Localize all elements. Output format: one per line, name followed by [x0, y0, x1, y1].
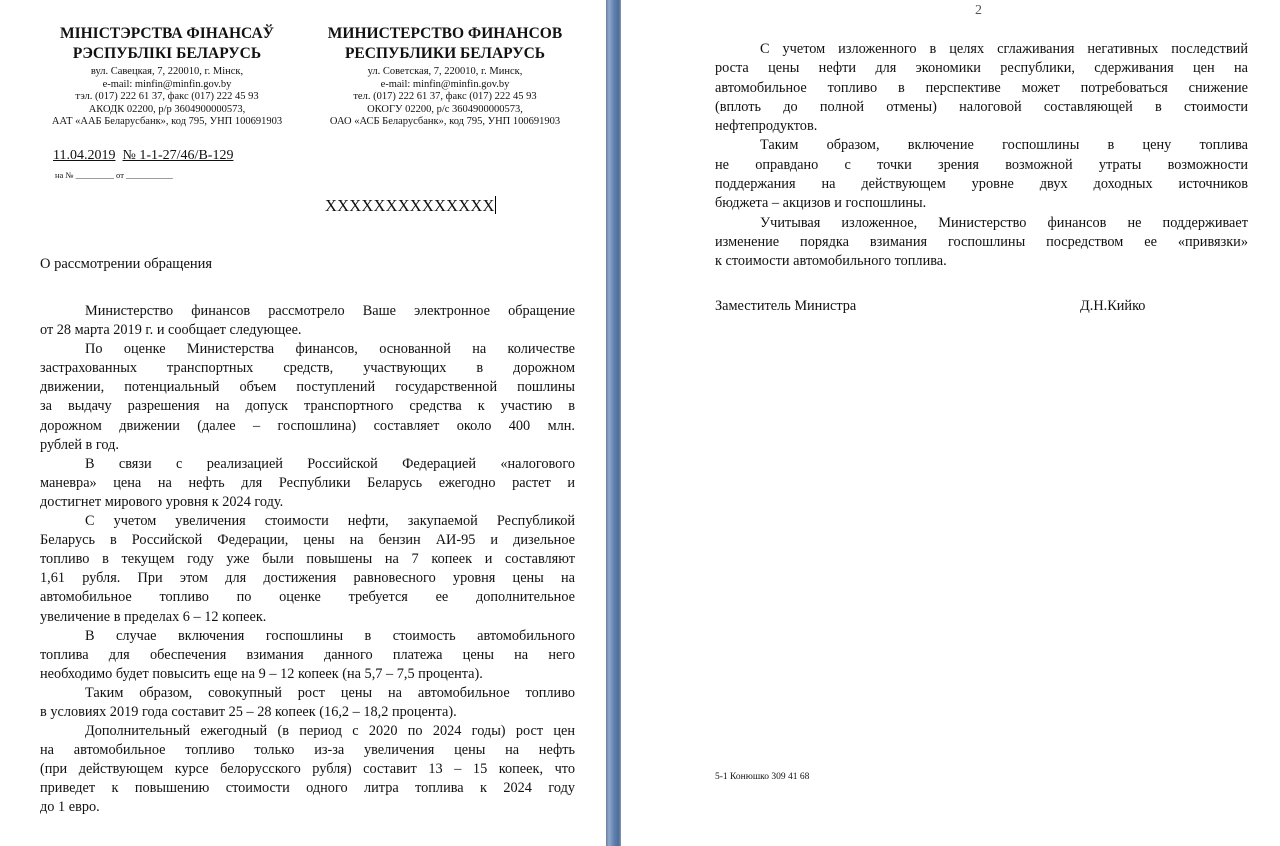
text-line: Учитывая изложенное, Министерство финансов не поддерживает — [760, 214, 1248, 231]
text-line: поддержания на действующем уровне двух доходных источников — [715, 176, 1248, 193]
ministry-title-by-1: МІНІСТЭРСТВА ФІНАНСАЎ — [59, 25, 275, 42]
phone-line: тел. (017) 222 61 37, факс (017) 222 45 93 — [353, 91, 537, 103]
text-line: рублей в год. — [40, 436, 119, 453]
paragraph — [715, 136, 1248, 213]
email-line: e-mail: minfin@minfin.gov.by — [380, 78, 510, 90]
address-line: ул. Советская, 7, 220010, г. Минск, — [367, 66, 523, 77]
signature-name: Д.Н.Кийко — [1080, 298, 1146, 314]
ministry-title-ru-1: МИНИСТЕРСТВО ФИНАНСОВ — [327, 25, 563, 42]
address-line: вул. Савецкая, 7, 220010, г. Мінск, — [90, 66, 244, 77]
text-cursor — [495, 196, 496, 214]
text-line: необходимо будет повысить еще на 9 – 12 копеек (на 5,7 – 7,5 процента). — [40, 665, 483, 682]
document-number: № 1-1-27/46/В-129 — [122, 148, 234, 163]
document-date: 11.04.2019 — [53, 148, 116, 163]
text-line: маневра» цена на нефть для Республики Беларусь ежегодно растет и — [40, 474, 575, 491]
text-line: к стоимости автомобильного топлива. — [715, 253, 947, 270]
footer-note: 5-1 Конюшко 309 41 68 — [715, 772, 810, 782]
text-line: По оценке Министерства финансов, основанной на количестве — [85, 341, 575, 358]
signature-position: Заместитель Министра — [715, 298, 857, 314]
text-line: роста цены нефти для экономики республики, сдерживания цен на — [715, 60, 1248, 77]
paragraph — [40, 684, 575, 722]
text-line: бюджета – акцизов и госпошлины. — [715, 195, 927, 212]
email-line: e-mail: minfin@minfin.gov.by — [102, 78, 232, 90]
bank-line: ОАО «АСБ Беларусбанк», код 795, УНП 100691903 — [329, 116, 561, 128]
text-line: движении, потенциальный объем поступлений государственной пошлины — [40, 379, 575, 396]
text-line: Таким образом, включение госпошлины в цену топлива — [760, 137, 1248, 154]
text-line: 1,61 рубля. При этом для достижения равновесного уровня цены на — [40, 570, 575, 587]
text-line: достигнет мирового уровня к 2024 году. — [40, 493, 284, 510]
paragraph — [715, 214, 1248, 272]
text-line: С учетом изложенного в целях сглаживания негативных последствий — [760, 41, 1248, 57]
text-line: не оправдано с точки зрения возможной утраты возможности — [715, 156, 1248, 173]
letterhead-russian — [295, 24, 595, 129]
letterhead-belarusian — [17, 24, 317, 129]
text-line: автомобильное топливо в перспективе может потребоваться снижение — [715, 79, 1248, 96]
text-line: изменение порядка взимания госпошлины посредством ее «привязки» — [715, 233, 1248, 250]
ministry-title-ru-2: РЕСПУБЛИКИ БЕЛАРУСЬ — [344, 45, 546, 62]
text-line: В связи с реализацией Российской Федерацией «налогового — [85, 455, 575, 472]
text-line: приведет к повышению стоимости одного литра топлива к 2024 году — [40, 780, 575, 797]
document-page-1[interactable] — [0, 0, 606, 846]
text-line: автомобильное топливо по оценке требуется ее дополнительное — [40, 589, 575, 606]
text-line: от 28 марта 2019 г. и сообщает следующее. — [40, 322, 302, 339]
text-line: увеличение в пределах 6 – 12 копеек. — [40, 608, 267, 625]
text-line: Дополнительный ежегодный (в период с 2020 по 2024 годы) рост цен — [85, 723, 575, 740]
paragraph — [40, 627, 575, 684]
text-line: до 1 евро. — [40, 799, 100, 816]
bank-line: ААТ «ААБ Беларусбанк», код 795, УНП 100691903 — [51, 116, 283, 128]
text-line: Министерство финансов рассмотрело Ваше электронное обращение — [85, 303, 575, 319]
subject-line: О рассмотрении обращения — [40, 256, 213, 272]
paragraph — [715, 40, 1248, 136]
reference-line: на № _________ от ___________ — [55, 170, 173, 180]
text-line: В случае включения госпошлины в стоимость автомобильного — [85, 627, 575, 644]
text-line: Таким образом, совокупный рост цены на автомобильное топливо — [85, 684, 575, 701]
page1-body — [40, 302, 575, 818]
paragraph — [40, 512, 575, 627]
text-line: за выдачу разрешения на допуск транспортного средства к участию в — [40, 398, 575, 415]
text-line: топливо в текущем году уже были повышены на 7 копеек и составляют — [40, 551, 575, 568]
text-line: топлива для обеспечения взимания данного платежа цены на него — [40, 646, 575, 663]
text-line: в условиях 2019 года составит 25 – 28 копеек (16,2 – 18,2 процента). — [40, 703, 457, 720]
paragraph — [40, 302, 575, 340]
text-line: застрахованных транспортных средств, участвующих в дорожном — [40, 360, 575, 377]
account-line: ОКОГУ 02200, р/с 3604900000573, — [367, 103, 523, 115]
addressee[interactable] — [325, 196, 496, 216]
phone-line: тэл. (017) 222 61 37, факс (017) 222 45 93 — [75, 91, 259, 103]
account-line: АКОДК 02200, р/р 3604900000573, — [88, 103, 246, 115]
addressee-text: XXXXXXXXXXXXXX — [325, 196, 495, 215]
text-line: (вплоть до полной отмены) налоговой составляющей в стоимости — [715, 98, 1248, 115]
page-number: 2 — [975, 3, 982, 18]
text-line: дорожном движении (далее – госпошлина) составляет около 400 млн. — [40, 417, 575, 434]
page2-body — [715, 40, 1248, 272]
paragraph — [40, 340, 575, 455]
ministry-title-by-2: РЭСПУБЛІКІ БЕЛАРУСЬ — [72, 45, 262, 62]
page-separator — [606, 0, 621, 846]
text-line: на автомобильное топливо только из-за увеличения цены на нефть — [40, 742, 575, 759]
document-date-number — [53, 148, 233, 164]
paragraph — [40, 722, 575, 817]
text-line: нефтепродуктов. — [715, 118, 818, 135]
text-line: (при действующем курсе белорусского рубля) составит 13 – 15 копеек, что — [40, 761, 575, 778]
paragraph — [40, 455, 575, 512]
text-line: С учетом увеличения стоимости нефти, закупаемой Республикой — [85, 513, 575, 530]
text-line: Беларусь в Российской Федерации, цены на бензин АИ-95 и дизельное — [40, 532, 575, 549]
